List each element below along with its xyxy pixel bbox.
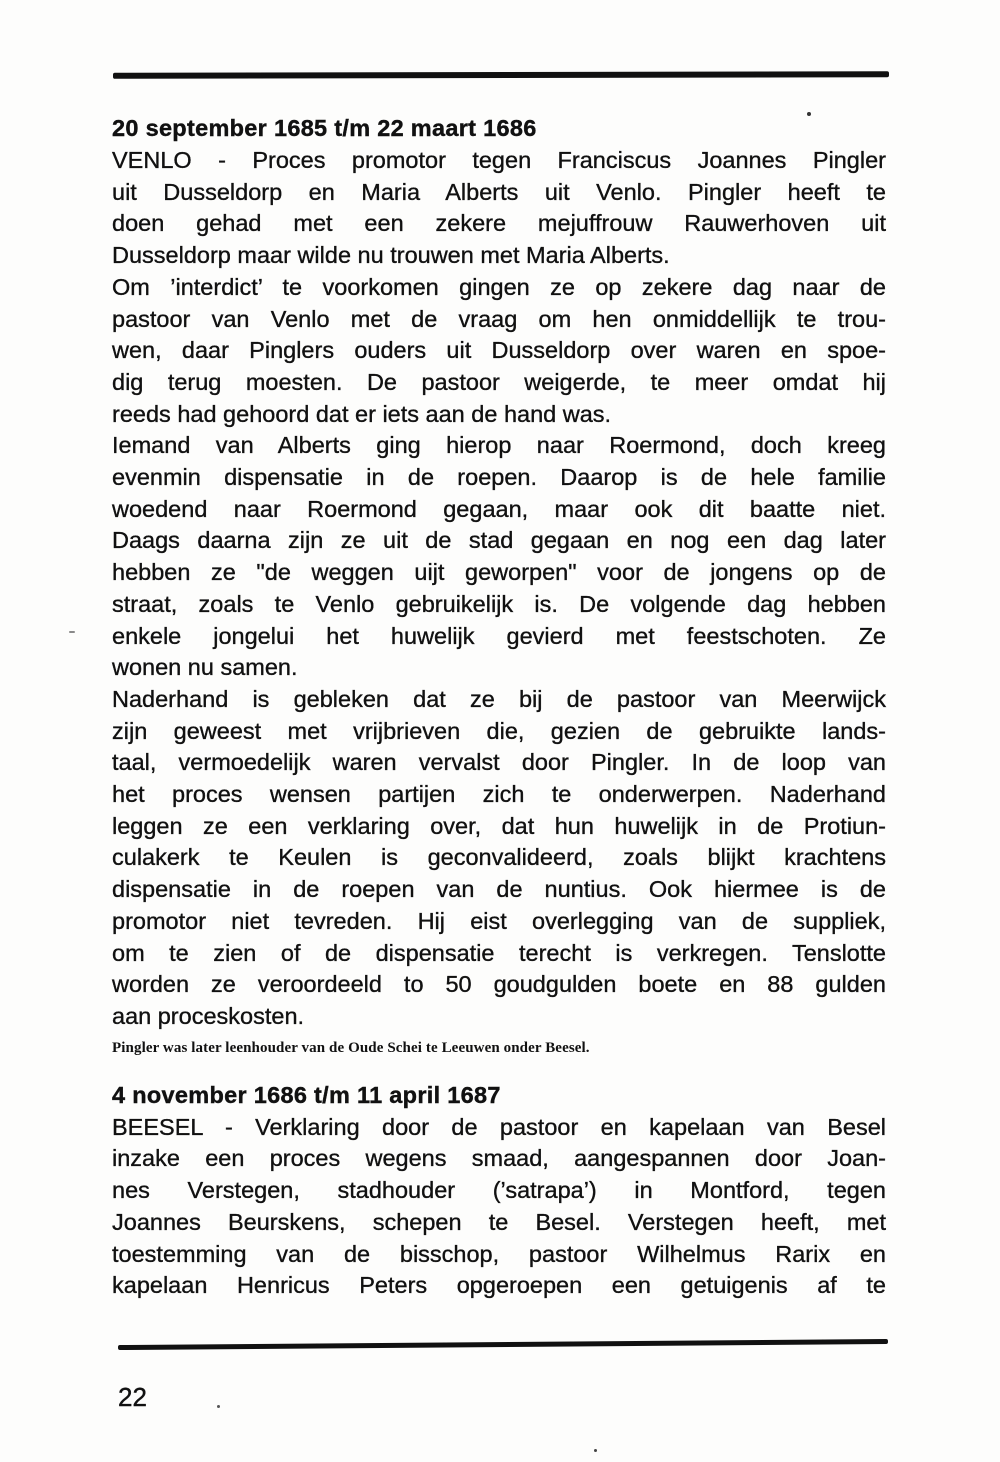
paragraph bbox=[112, 430, 886, 684]
top-rule bbox=[113, 71, 889, 79]
text-line: wen, daar Pinglers ouders uit Dusseldorp over waren en spoe- bbox=[112, 337, 886, 364]
entry-heading-date-range: 20 september 1685 t/m 22 maart 1686 bbox=[112, 115, 537, 141]
footnote: Pingler was later leenhouder van de Oude Schei te Leeuwen onder Beesel. bbox=[112, 1039, 590, 1056]
text-line: doen gehad met een zekere mejuffrouw Rauwerhoven uit bbox=[112, 210, 886, 237]
text-line: nes Verstegen, stadhouder (’satrapa’) in Montford, tegen bbox=[112, 1177, 886, 1204]
entry-1686 bbox=[112, 1079, 886, 1302]
text-line: woedend naar Roermond gegaan, maar ook dit baatte niet. bbox=[112, 495, 886, 522]
text-line: Naderhand is gebleken dat ze bij de pastoor van Meerwijck bbox=[112, 685, 886, 712]
paragraph bbox=[112, 272, 886, 431]
paragraph bbox=[112, 145, 886, 272]
bottom-rule bbox=[118, 1339, 888, 1350]
text-line: Daags daarna zijn ze uit de stad gegaan en nog een dag later bbox=[112, 527, 886, 554]
text-line: BEESEL - Verklaring door de pastoor en kapelaan van Besel bbox=[112, 1113, 886, 1140]
text-line: zijn geweest met vrijbrieven die, gezien de gebruikte lands- bbox=[112, 717, 886, 744]
text-line: Iemand van Alberts ging hierop naar Roermond, doch kreeg bbox=[112, 432, 886, 459]
text-line: Dusseldorp maar wilde nu trouwen met Maria Alberts. bbox=[112, 242, 670, 269]
entry-1685 bbox=[112, 112, 886, 1059]
text-line: taal, vermoedelijk waren vervalst door Pingler. In de loop van bbox=[112, 749, 886, 776]
scan-speck bbox=[217, 1405, 220, 1408]
text-line: inzake een proces wegens smaad, aangespannen door Joan- bbox=[112, 1145, 886, 1172]
paragraph bbox=[112, 684, 886, 1033]
text-line: kapelaan Henricus Peters opgeroepen een getuigenis af te bbox=[112, 1272, 886, 1299]
text-line: reeds had gehoord dat er iets aan de hand was. bbox=[112, 400, 612, 427]
text-line: wonen nu samen. bbox=[112, 654, 298, 681]
text-line: culakerk te Keulen is geconvalideerd, zoals blijkt krachtens bbox=[112, 844, 886, 871]
page-content bbox=[112, 112, 886, 1302]
text-line: uit Dusseldorp en Maria Alberts uit Venlo. Pingler heeft te bbox=[112, 178, 886, 205]
text-line: hebben ze "de weggen uijt geworpen" voor de jongens op de bbox=[112, 559, 886, 586]
text-line: Joannes Beurskens, schepen te Besel. Verstegen heeft, met bbox=[112, 1208, 886, 1235]
text-line: promotor niet tevreden. Hij eist overlegging van de suppliek, bbox=[112, 907, 886, 934]
text-line: straat, zoals te Venlo gebruikelijk is. De volgende dag hebben bbox=[112, 590, 886, 617]
text-line: enkele jongelui het huwelijk gevierd met feestschoten. Ze bbox=[112, 622, 886, 649]
text-line: om te zien of de dispensatie terecht is verkregen. Tenslotte bbox=[112, 939, 886, 966]
text-line: het proces wensen partijen zich te onderwerpen. Naderhand bbox=[112, 781, 886, 808]
text-line: pastoor van Venlo met de vraag om hen onmiddellijk te trou- bbox=[112, 305, 886, 332]
text-line: evenmin dispensatie in de roepen. Daarop is de hele familie bbox=[112, 464, 886, 491]
text-line: worden ze veroordeeld to 50 goudgulden boete en 88 gulden bbox=[112, 971, 886, 998]
scan-speck bbox=[594, 1449, 597, 1452]
page-number: 22 bbox=[118, 1382, 147, 1412]
text-line: toestemming van de bisschop, pastoor Wilhelmus Rarix en bbox=[112, 1240, 886, 1267]
text-line: dig terug moesten. De pastoor weigerde, te meer omdat hij bbox=[112, 368, 886, 395]
entry-heading-date-range: 4 november 1686 t/m 11 april 1687 bbox=[112, 1081, 501, 1108]
scan-speck bbox=[69, 631, 75, 633]
paragraph bbox=[112, 1112, 886, 1302]
text-line: leggen ze een verklaring over, dat hun huwelijk in de Protiun- bbox=[112, 812, 886, 839]
text-line: aan proceskosten. bbox=[112, 1002, 305, 1029]
text-line: Om ’interdict’ te voorkomen gingen ze op zekere dag naar de bbox=[112, 273, 886, 300]
text-line: dispensatie in de roepen van de nuntius. Ook hiermee is de bbox=[112, 876, 886, 903]
text-line: VENLO - Proces promotor tegen Franciscus Joannes Pingler bbox=[112, 147, 886, 173]
scan-speck bbox=[807, 112, 811, 116]
